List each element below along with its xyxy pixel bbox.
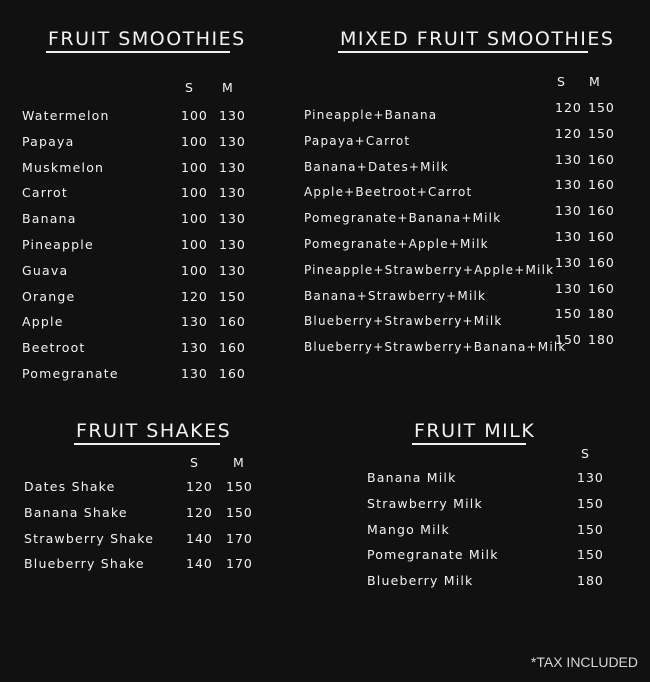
price-small: 130 (577, 470, 604, 485)
price-small: 100 (181, 185, 208, 201)
mixed-fruit-smoothies-title: MIXED FRUIT SMOOTHIES (340, 28, 615, 50)
price-small: 130 (555, 151, 582, 167)
menu-item-name: Pomegranate+Banana+Milk (304, 211, 502, 226)
price-small: 180 (577, 573, 604, 589)
price-medium: 160 (219, 340, 246, 356)
menu-item-name: Strawberry Milk (367, 495, 483, 511)
price-small: 120 (186, 479, 213, 494)
price-small: 150 (555, 306, 582, 322)
tax-footnote: *TAX INCLUDED (530, 654, 638, 670)
menu-item-name: Pineapple (22, 237, 94, 252)
price-small: 100 (181, 237, 208, 252)
menu-item-name: Pineapple+Strawberry+Apple+Milk (304, 262, 555, 277)
fruit-smoothies-header-m: M (222, 80, 234, 95)
menu-item-name: Strawberry Shake (24, 530, 155, 546)
fruit-smoothies-header-s: S (185, 80, 194, 95)
price-medium: 150 (588, 100, 615, 115)
price-medium: 130 (219, 159, 246, 175)
menu-item-name: Carrot (22, 185, 68, 201)
menu-item-name: Banana Milk (367, 470, 457, 485)
price-small: 130 (555, 229, 582, 244)
menu-item-name: Blueberry Milk (367, 573, 474, 589)
menu-item-name: Orange (22, 288, 76, 304)
price-small: 130 (181, 366, 208, 381)
price-medium: 130 (219, 211, 246, 227)
fruit-smoothies-underline (46, 51, 230, 53)
price-small: 100 (181, 211, 208, 227)
price-small: 100 (181, 133, 208, 149)
price-medium: 130 (219, 237, 246, 252)
price-medium: 170 (226, 530, 253, 546)
menu-item-name: Banana (22, 211, 77, 227)
price-medium: 160 (588, 254, 615, 270)
menu-item-name: Banana+Strawberry+Milk (304, 288, 487, 303)
menu-item-name: Pineapple+Banana (304, 108, 438, 122)
mixed-fruit-smoothies-header-m: M (589, 74, 601, 89)
menu-item-name: Papaya (22, 133, 75, 149)
mixed-fruit-smoothies-underline (338, 51, 588, 53)
price-small: 100 (181, 159, 208, 175)
menu-item-name: Pomegranate Milk (367, 547, 499, 563)
price-medium: 160 (588, 177, 615, 193)
price-medium: 160 (588, 151, 615, 167)
price-small: 130 (555, 203, 582, 219)
price-medium: 130 (219, 185, 246, 201)
fruit-milk-header-s: S (581, 446, 590, 461)
price-small: 130 (181, 314, 208, 330)
menu-item-name: Pomegranate (22, 366, 119, 381)
price-medium: 160 (588, 229, 615, 244)
price-medium: 180 (588, 332, 615, 348)
fruit-shakes-header-m: M (233, 455, 245, 470)
fruit-milk-title: FRUIT MILK (414, 420, 536, 442)
menu-item-name: Muskmelon (22, 159, 105, 175)
fruit-milk-underline (412, 443, 526, 445)
price-small: 130 (181, 340, 208, 356)
menu-item-name: Papaya+Carrot (304, 133, 411, 148)
price-medium: 130 (219, 133, 246, 149)
menu-item-name: Watermelon (22, 108, 110, 123)
price-medium: 150 (226, 504, 253, 520)
menu-item-name: Blueberry+Strawberry+Banana+Milk (304, 340, 567, 355)
price-small: 100 (181, 262, 208, 278)
menu-item-name: Apple (22, 314, 64, 330)
menu-item-name: Pomegranate+Apple+Milk (304, 237, 489, 251)
price-medium: 180 (588, 306, 615, 322)
price-medium: 160 (588, 203, 615, 219)
price-medium: 150 (588, 125, 615, 141)
fruit-shakes-title: FRUIT SHAKES (76, 420, 232, 442)
fruit-smoothies-title: FRUIT SMOOTHIES (48, 28, 246, 50)
menu-item-name: Apple+Beetroot+Carrot (304, 185, 473, 200)
price-small: 150 (577, 547, 604, 563)
price-small: 150 (555, 332, 582, 348)
menu-item-name: Banana+Dates+Milk (304, 159, 449, 174)
price-small: 150 (577, 521, 604, 537)
price-small: 140 (186, 530, 213, 546)
price-small: 130 (555, 177, 582, 193)
price-medium: 130 (219, 262, 246, 278)
price-small: 120 (186, 504, 213, 520)
mixed-fruit-smoothies-header-s: S (557, 74, 566, 89)
price-medium: 160 (219, 314, 246, 330)
price-medium: 130 (219, 108, 246, 123)
menu-item-name: Blueberry+Strawberry+Milk (304, 314, 503, 329)
price-small: 140 (186, 556, 213, 572)
price-small: 120 (555, 125, 582, 141)
price-small: 100 (181, 108, 208, 123)
menu-item-name: Dates Shake (24, 479, 116, 494)
price-medium: 170 (226, 556, 253, 572)
price-medium: 150 (219, 288, 246, 304)
price-small: 150 (577, 495, 604, 511)
price-medium: 160 (219, 366, 246, 381)
price-small: 120 (555, 100, 582, 115)
price-small: 130 (555, 280, 582, 296)
fruit-shakes-header-s: S (190, 455, 199, 470)
price-small: 120 (181, 288, 208, 304)
menu-item-name: Beetroot (22, 340, 86, 356)
menu-item-name: Mango Milk (367, 521, 450, 537)
menu-item-name: Banana Shake (24, 504, 128, 520)
fruit-shakes-underline (74, 443, 220, 445)
menu-item-name: Guava (22, 262, 69, 278)
price-medium: 150 (226, 479, 253, 494)
menu-item-name: Blueberry Shake (24, 556, 145, 572)
price-medium: 160 (588, 280, 615, 296)
price-small: 130 (555, 254, 582, 270)
